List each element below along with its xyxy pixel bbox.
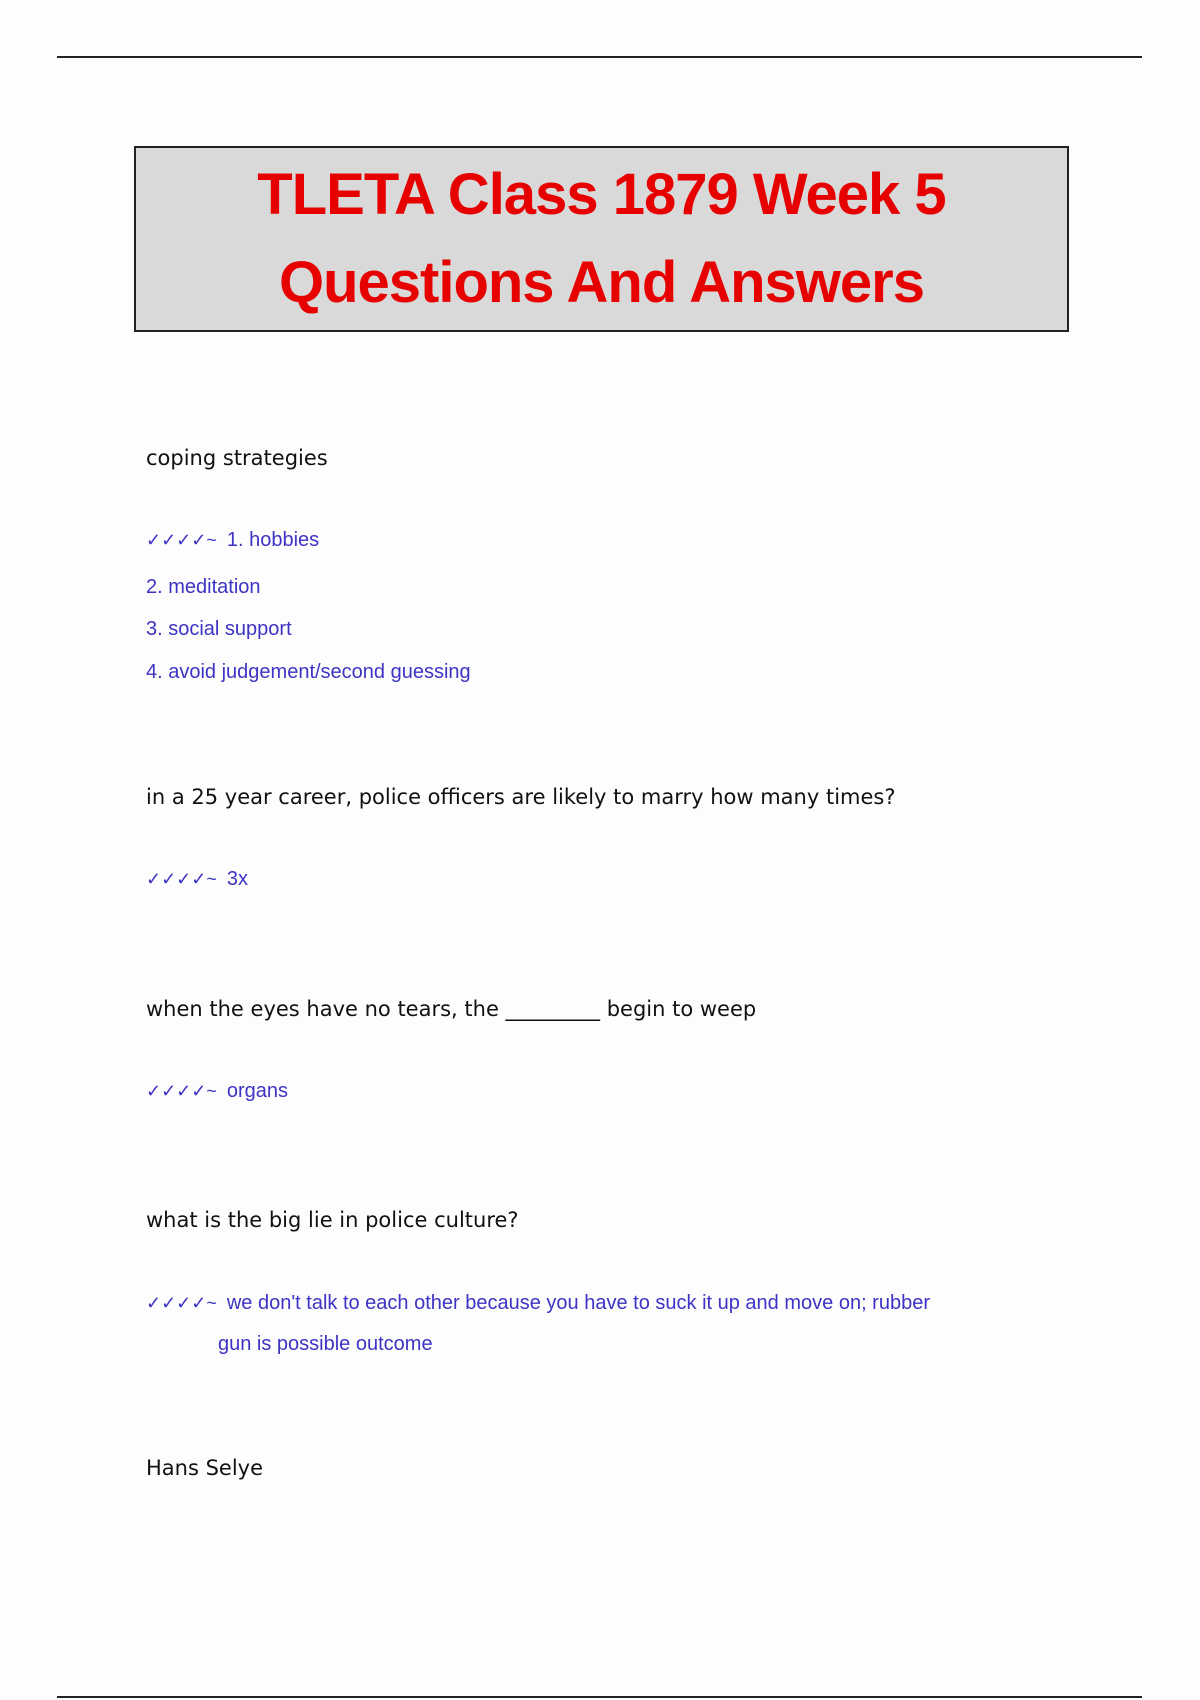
answer-1-line-3: 3. social support: [146, 618, 292, 640]
question-4: what is the big lie in police culture?: [146, 1208, 519, 1232]
check-marks-icon: ✓✓✓✓~: [146, 1081, 217, 1101]
answer-text: we don't talk to each other because you have to suck it up and move on; rubber: [226, 1292, 930, 1314]
title-line-2: Questions And Answers: [278, 250, 925, 315]
answer-4-line-1: [146, 1292, 930, 1315]
question-5: Hans Selye: [146, 1456, 264, 1480]
top-rule: [57, 56, 1142, 58]
bottom-rule: [57, 1696, 1142, 1698]
question-2: in a 25 year career, police officers are likely to marry how many times?: [146, 785, 896, 809]
answer-3: [146, 1080, 288, 1103]
check-marks-icon: ✓✓✓✓~: [146, 530, 217, 550]
title-line-1: TLETA Class 1879 Week 5: [257, 162, 946, 227]
answer-1-line-1: [146, 529, 319, 552]
answer-1-line-4: 4. avoid judgement/second guessing: [146, 661, 471, 683]
answer-text: organs: [226, 1080, 288, 1102]
answer-text: 3x: [226, 868, 248, 890]
check-marks-icon: ✓✓✓✓~: [146, 1293, 217, 1313]
question-3: when the eyes have no tears, the _________ begin to weep: [146, 997, 757, 1021]
answer-1-line-2: 2. meditation: [146, 576, 261, 598]
check-marks-icon: ✓✓✓✓~: [146, 869, 217, 889]
answer-2: [146, 868, 248, 891]
title-box: [134, 146, 1069, 332]
question-1: coping strategies: [146, 446, 328, 470]
answer-4-line-2: gun is possible outcome: [218, 1333, 433, 1355]
answer-text: 1. hobbies: [226, 529, 320, 551]
